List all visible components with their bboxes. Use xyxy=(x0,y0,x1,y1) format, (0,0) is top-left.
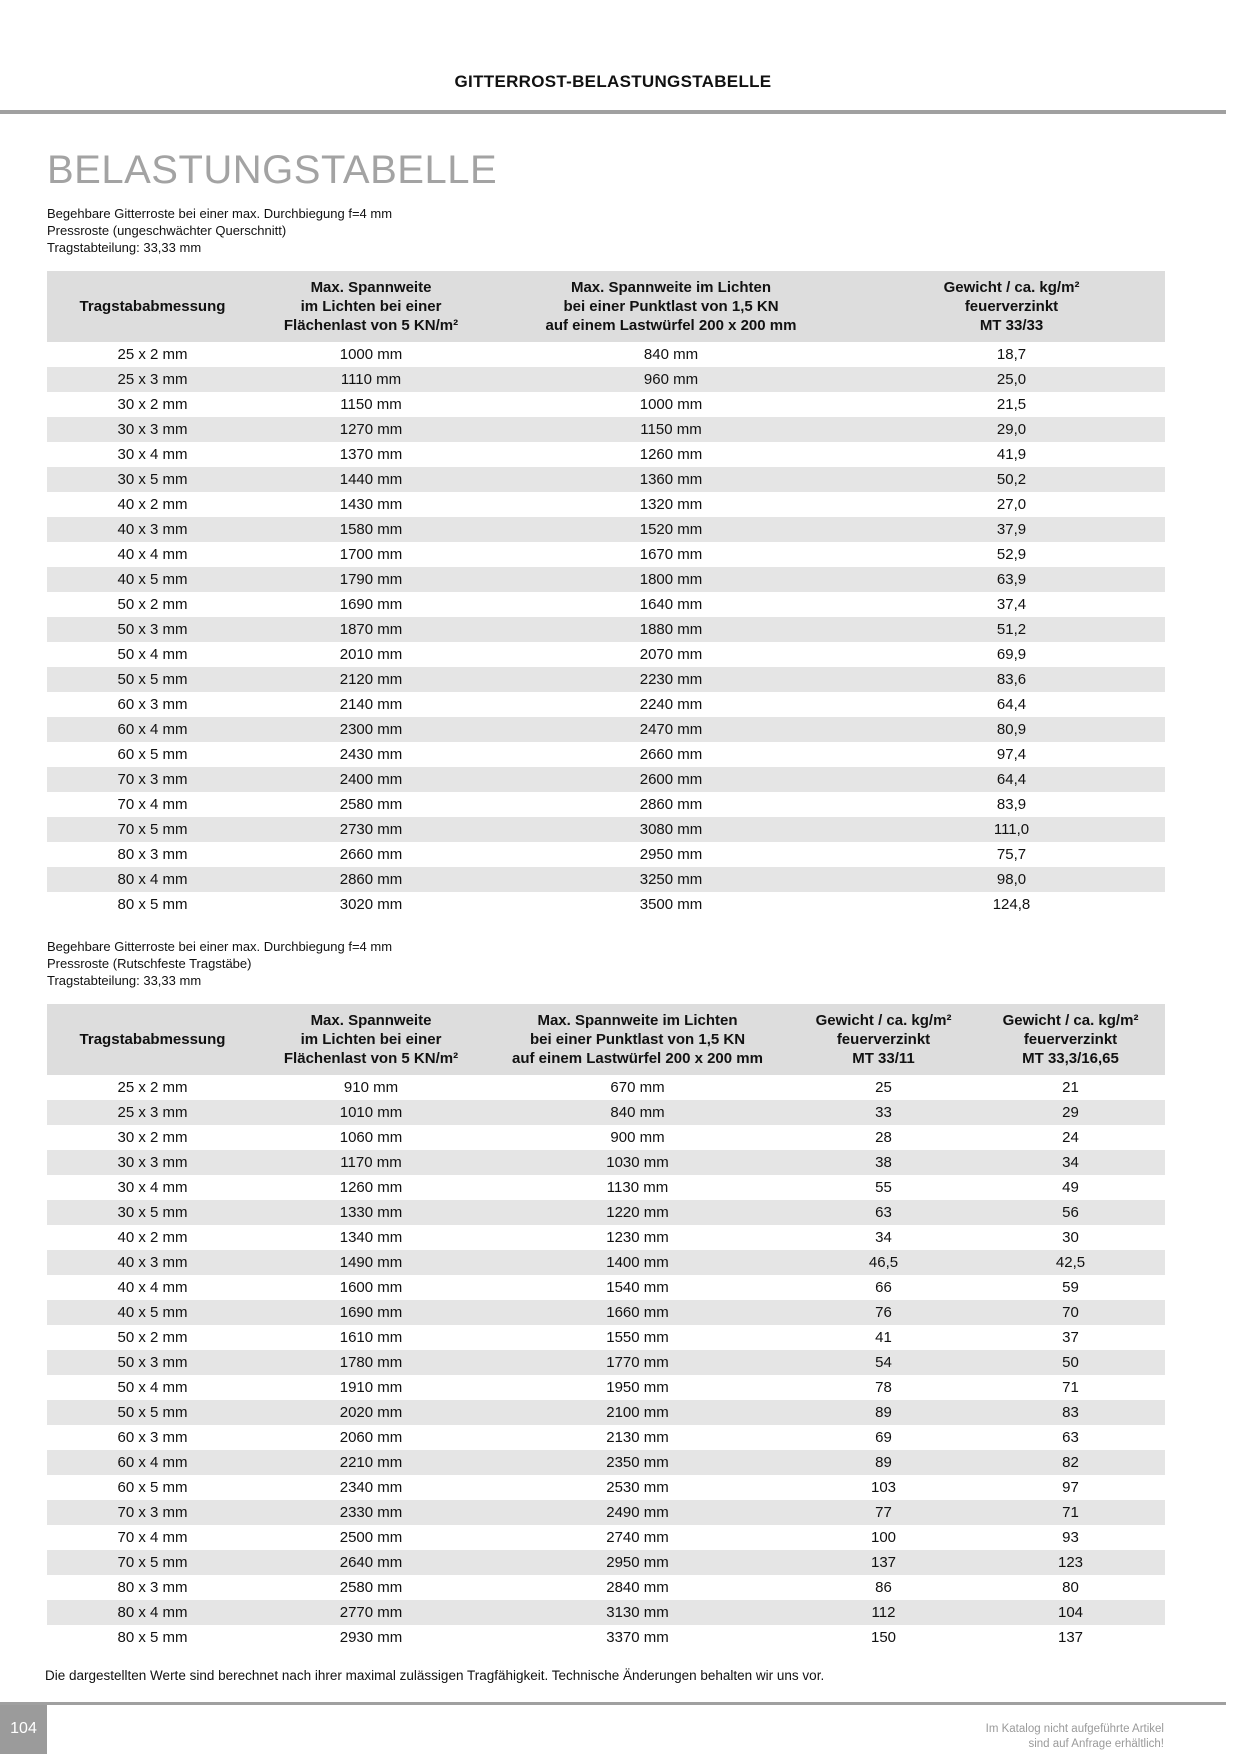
table-row xyxy=(47,792,1165,817)
table-cell: 150 xyxy=(870,1629,897,1646)
table-cell: 69,9 xyxy=(996,646,1027,663)
table-row xyxy=(47,842,1165,867)
table-row xyxy=(47,1550,1165,1575)
table-cell: 1230 mm xyxy=(606,1229,669,1246)
table-cell: 29 xyxy=(976,1100,1165,1125)
table-cell: 2530 mm xyxy=(606,1479,669,1496)
table-row xyxy=(47,1075,1165,1100)
load-table-2 xyxy=(47,1004,1165,1650)
footer-note-line: sind auf Anfrage erhältlich! xyxy=(1028,1738,1164,1750)
table-row xyxy=(47,1475,1165,1500)
header-divider xyxy=(0,110,1226,114)
table-row xyxy=(47,1300,1165,1325)
table-cell: 3370 mm xyxy=(606,1629,669,1646)
table-cell: 80 x 4 mm xyxy=(47,1600,258,1625)
table-cell: 1700 mm xyxy=(339,546,403,563)
table-cell: 1220 mm xyxy=(484,1200,791,1225)
table-cell: 2060 mm xyxy=(339,1429,403,1446)
table-cell: 50 x 3 mm xyxy=(47,617,258,642)
table-cell: 60 x 3 mm xyxy=(117,696,188,713)
column-header: Max. Spannweite im Lichten bei einer Flächenlast von 5 KN/m² xyxy=(258,1004,484,1075)
table-cell: 34 xyxy=(875,1229,892,1246)
table-cell: 21 xyxy=(1062,1079,1079,1096)
table-row xyxy=(47,542,1165,567)
table-cell: 1370 mm xyxy=(339,446,403,463)
table-cell: 2860 mm xyxy=(258,867,484,892)
intro-line: Begehbare Gitterroste bei einer max. Durchbiegung f=4 mm xyxy=(47,206,393,221)
table-row xyxy=(47,1625,1165,1650)
table-cell: 70 x 3 mm xyxy=(47,767,258,792)
table-cell: 64,4 xyxy=(858,767,1165,792)
table-cell: 50 x 2 mm xyxy=(117,596,188,613)
table-cell: 840 mm xyxy=(484,1100,791,1125)
table-cell: 1030 mm xyxy=(484,1150,791,1175)
table-cell: 21,5 xyxy=(996,396,1027,413)
table-cell: 2230 mm xyxy=(484,667,858,692)
table-row xyxy=(47,392,1165,417)
table-row xyxy=(47,1425,1165,1450)
table-cell: 70 x 5 mm xyxy=(47,817,258,842)
table-cell: 2120 mm xyxy=(258,667,484,692)
table-cell: 2660 mm xyxy=(639,746,703,763)
table-row xyxy=(47,892,1165,917)
intro-line: Begehbare Gitterroste bei einer max. Durchbiegung f=4 mm xyxy=(47,939,393,954)
table-cell: 2840 mm xyxy=(606,1579,669,1596)
table-cell: 1110 mm xyxy=(258,367,484,392)
table-cell: 80 xyxy=(1062,1579,1079,1596)
table-cell: 29,0 xyxy=(858,417,1165,442)
table-cell: 40 x 4 mm xyxy=(117,546,188,563)
intro-line: Pressroste (Rutschfeste Tragstäbe) xyxy=(47,956,252,971)
table-cell: 2860 mm xyxy=(639,796,703,813)
table-cell: 33 xyxy=(791,1100,976,1125)
table-cell: 1270 mm xyxy=(258,417,484,442)
table-cell: 1440 mm xyxy=(258,467,484,492)
table-row xyxy=(47,1325,1165,1350)
table-row xyxy=(47,1175,1165,1200)
table-cell: 2580 mm xyxy=(339,796,403,813)
table-cell: 1340 mm xyxy=(339,1229,403,1246)
table-row xyxy=(47,1600,1165,1625)
table-cell: 2350 mm xyxy=(484,1450,791,1475)
table-cell: 103 xyxy=(870,1479,897,1496)
table-cell: 30 x 3 mm xyxy=(47,1150,258,1175)
table-cell: 2240 mm xyxy=(639,696,703,713)
table-cell: 93 xyxy=(1062,1529,1079,1546)
column-header: Max. Spannweite im Lichten bei einer Flächenlast von 5 KN/m² xyxy=(258,271,484,342)
table-cell: 70 x 4 mm xyxy=(117,1529,188,1546)
load-table-1 xyxy=(47,271,1165,917)
table-cell: 1550 mm xyxy=(606,1329,669,1346)
table-row xyxy=(47,1275,1165,1300)
table-cell: 137 xyxy=(791,1550,976,1575)
table-cell: 1260 mm xyxy=(639,446,703,463)
table-cell: 80 x 5 mm xyxy=(117,896,188,913)
table-cell: 1010 mm xyxy=(258,1100,484,1125)
table-cell: 910 mm xyxy=(343,1079,399,1096)
table-row xyxy=(47,1250,1165,1275)
table-cell: 25 x 2 mm xyxy=(117,346,188,363)
table-cell: 900 mm xyxy=(610,1129,665,1146)
table-cell: 1330 mm xyxy=(258,1200,484,1225)
header-title: GITTERROST-BELASTUNGSTABELLE xyxy=(454,72,772,91)
table-cell: 49 xyxy=(1062,1179,1079,1196)
table-row xyxy=(47,1225,1165,1250)
table-cell: 1150 mm xyxy=(484,417,858,442)
table-cell: 1130 mm xyxy=(606,1179,669,1196)
table-cell: 76 xyxy=(791,1300,976,1325)
table-cell: 63 xyxy=(791,1200,976,1225)
table-cell: 1000 mm xyxy=(639,396,703,413)
column-header: Max. Spannweite im Lichten bei einer Punktlast von 1,5 KN auf einem Lastwürfel 200 x 200 mm xyxy=(484,271,858,342)
table-cell: 40 x 3 mm xyxy=(47,517,258,542)
table-cell: 1150 mm xyxy=(340,396,402,413)
table-cell: 840 mm xyxy=(643,346,699,363)
table-cell: 104 xyxy=(976,1600,1165,1625)
intro-line: Tragstabteilung: 33,33 mm xyxy=(47,973,202,988)
table-cell: 56 xyxy=(976,1200,1165,1225)
table-row xyxy=(47,667,1165,692)
table-row xyxy=(47,467,1165,492)
table-cell: 46,5 xyxy=(791,1250,976,1275)
table-cell: 40 x 5 mm xyxy=(47,1300,258,1325)
table-cell: 3250 mm xyxy=(484,867,858,892)
table-cell: 97,4 xyxy=(996,746,1027,763)
table-cell: 2770 mm xyxy=(258,1600,484,1625)
table-cell: 40 x 3 mm xyxy=(47,1250,258,1275)
table-cell: 1580 mm xyxy=(258,517,484,542)
table-cell: 1640 mm xyxy=(639,596,703,613)
table-cell: 1690 mm xyxy=(339,596,403,613)
table-cell: 1770 mm xyxy=(484,1350,791,1375)
footer-divider xyxy=(0,1702,1226,1705)
table-cell: 82 xyxy=(976,1450,1165,1475)
table-cell: 34 xyxy=(976,1150,1165,1175)
table-cell: 70 x 4 mm xyxy=(117,796,188,813)
table-row xyxy=(47,1525,1165,1550)
section1-intro xyxy=(47,205,392,256)
table-row xyxy=(47,442,1165,467)
table-cell: 50 x 3 mm xyxy=(47,1350,258,1375)
table-cell: 2640 mm xyxy=(258,1550,484,1575)
table-cell: 1870 mm xyxy=(258,617,484,642)
table-cell: 78 xyxy=(875,1379,892,1396)
table-row xyxy=(47,1350,1165,1375)
table-row xyxy=(47,517,1165,542)
table-cell: 30 x 4 mm xyxy=(117,446,188,463)
column-header: Gewicht / ca. kg/m² feuerverzinkt MT 33/33 xyxy=(858,271,1165,342)
table-cell: 97 xyxy=(1062,1479,1079,1496)
footnote: Die dargestellten Werte sind berechnet nach ihrer maximal zulässigen Tragfähigkeit. Technische Änderungen behalten wir uns vor. xyxy=(45,1668,825,1683)
table-cell: 86 xyxy=(875,1579,892,1596)
table-cell: 3020 mm xyxy=(339,896,403,913)
table-cell: 18,7 xyxy=(996,346,1027,363)
table-cell: 2100 mm xyxy=(484,1400,791,1425)
table-cell: 52,9 xyxy=(996,546,1027,563)
table-row xyxy=(47,492,1165,517)
table-row xyxy=(47,1200,1165,1225)
table-row xyxy=(47,642,1165,667)
column-header: Gewicht / ca. kg/m² feuerverzinkt MT 33,3/16,65 xyxy=(976,1004,1165,1075)
table-cell: 30 x 4 mm xyxy=(117,1179,188,1196)
table-row xyxy=(47,1125,1165,1150)
table-cell: 30 x 2 mm xyxy=(117,396,188,413)
table-cell: 1780 mm xyxy=(258,1350,484,1375)
table-cell: 63,9 xyxy=(858,567,1165,592)
table-cell: 50,2 xyxy=(858,467,1165,492)
table-cell: 1320 mm xyxy=(639,496,703,513)
table-cell: 2070 mm xyxy=(639,646,703,663)
table-cell: 1790 mm xyxy=(258,567,484,592)
table-cell: 1060 mm xyxy=(339,1129,403,1146)
table-cell: 40 x 5 mm xyxy=(47,567,258,592)
table-cell: 1800 mm xyxy=(484,567,858,592)
table-row xyxy=(47,1100,1165,1125)
table-cell: 83,9 xyxy=(996,796,1027,813)
table-cell: 25 xyxy=(875,1079,892,1096)
table-cell: 1430 mm xyxy=(339,496,403,513)
table-cell: 55 xyxy=(875,1179,892,1196)
table-row xyxy=(47,692,1165,717)
table-cell: 41,9 xyxy=(996,446,1027,463)
table-cell: 100 xyxy=(870,1529,897,1546)
table-cell: 1670 mm xyxy=(639,546,703,563)
table-row xyxy=(47,1375,1165,1400)
table-cell: 2580 mm xyxy=(339,1579,403,1596)
table-cell: 137 xyxy=(1057,1629,1084,1646)
table-cell: 60 x 5 mm xyxy=(117,1479,188,1496)
table-cell: 3080 mm xyxy=(484,817,858,842)
table-cell: 2010 mm xyxy=(339,646,403,663)
table-row xyxy=(47,367,1165,392)
table-header-row xyxy=(47,271,1165,342)
column-header: Tragstababmessung xyxy=(47,271,258,342)
table-cell: 27,0 xyxy=(996,496,1027,513)
table-cell: 112 xyxy=(791,1600,976,1625)
table-cell: 1000 mm xyxy=(339,346,403,363)
table-header-row xyxy=(47,1004,1165,1075)
table-cell: 1540 mm xyxy=(606,1279,669,1296)
table-cell: 37,4 xyxy=(996,596,1027,613)
table-cell: 77 xyxy=(791,1500,976,1525)
table-cell: 38 xyxy=(791,1150,976,1175)
table-row xyxy=(47,717,1165,742)
table-cell: 2950 mm xyxy=(639,846,703,863)
table-cell: 37 xyxy=(1062,1329,1079,1346)
table-cell: 30 xyxy=(1062,1229,1079,1246)
table-cell: 83 xyxy=(976,1400,1165,1425)
table-cell: 60 x 5 mm xyxy=(117,746,188,763)
table-cell: 30 x 3 mm xyxy=(47,417,258,442)
table-cell: 42,5 xyxy=(976,1250,1165,1275)
table-cell: 111,0 xyxy=(858,817,1165,842)
table-cell: 3130 mm xyxy=(484,1600,791,1625)
table-cell: 60 x 4 mm xyxy=(47,717,258,742)
table-cell: 2740 mm xyxy=(606,1529,669,1546)
table-row xyxy=(47,617,1165,642)
table-cell: 51,2 xyxy=(858,617,1165,642)
table-row xyxy=(47,742,1165,767)
table-cell: 80 x 3 mm xyxy=(117,846,188,863)
table-cell: 24 xyxy=(1062,1129,1079,1146)
table-cell: 30 x 5 mm xyxy=(47,467,258,492)
page-number: 104 xyxy=(10,1720,37,1737)
table-row xyxy=(47,1500,1165,1525)
table-cell: 1260 mm xyxy=(339,1179,403,1196)
table-cell: 2330 mm xyxy=(258,1500,484,1525)
table-cell: 2600 mm xyxy=(484,767,858,792)
table-cell: 25,0 xyxy=(858,367,1165,392)
table-cell: 670 mm xyxy=(610,1079,665,1096)
table-cell: 89 xyxy=(791,1400,976,1425)
table-cell: 50 x 4 mm xyxy=(117,646,188,663)
table-cell: 70 x 3 mm xyxy=(47,1500,258,1525)
table-cell: 2730 mm xyxy=(258,817,484,842)
table-row xyxy=(47,767,1165,792)
table-row xyxy=(47,1150,1165,1175)
table-cell: 50 x 4 mm xyxy=(117,1379,188,1396)
table-row xyxy=(47,567,1165,592)
table-cell: 2660 mm xyxy=(339,846,403,863)
table-cell: 1690 mm xyxy=(258,1300,484,1325)
table-row xyxy=(47,592,1165,617)
table-cell: 2140 mm xyxy=(339,696,403,713)
table-cell: 89 xyxy=(791,1450,976,1475)
table-row xyxy=(47,1400,1165,1425)
table-cell: 50 xyxy=(976,1350,1165,1375)
table-cell: 80 x 5 mm xyxy=(117,1629,188,1646)
table-cell: 50 x 5 mm xyxy=(47,1400,258,1425)
table-cell: 71 xyxy=(1062,1379,1079,1396)
table-cell: 25 x 2 mm xyxy=(117,1079,188,1096)
page-heading: BELASTUNGSTABELLE xyxy=(47,148,498,192)
table-cell: 2400 mm xyxy=(258,767,484,792)
table-cell: 70 xyxy=(976,1300,1165,1325)
table-cell: 60 x 4 mm xyxy=(47,1450,258,1475)
table-cell: 30 x 5 mm xyxy=(47,1200,258,1225)
table-cell: 63 xyxy=(1062,1429,1079,1446)
table-cell: 1400 mm xyxy=(484,1250,791,1275)
table-cell: 60 x 3 mm xyxy=(117,1429,188,1446)
table-row xyxy=(47,1450,1165,1475)
table-cell: 1490 mm xyxy=(258,1250,484,1275)
table-cell: 1910 mm xyxy=(339,1379,403,1396)
table-cell: 30 x 2 mm xyxy=(117,1129,188,1146)
table-cell: 960 mm xyxy=(484,367,858,392)
table-cell: 28 xyxy=(875,1129,892,1146)
table-cell: 64,4 xyxy=(996,696,1027,713)
section2-intro xyxy=(47,938,392,989)
table-cell: 123 xyxy=(976,1550,1165,1575)
table-cell: 40 x 4 mm xyxy=(117,1279,188,1296)
table-row xyxy=(47,417,1165,442)
table-cell: 50 x 5 mm xyxy=(47,667,258,692)
table-cell: 98,0 xyxy=(858,867,1165,892)
table-cell: 1360 mm xyxy=(484,467,858,492)
column-header: Max. Spannweite im Lichten bei einer Punktlast von 1,5 KN auf einem Lastwürfel 200 x 200 mm xyxy=(484,1004,791,1075)
table-row xyxy=(47,342,1165,367)
table-cell: 70 x 5 mm xyxy=(47,1550,258,1575)
table-cell: 124,8 xyxy=(992,896,1031,913)
table-cell: 2950 mm xyxy=(484,1550,791,1575)
table-cell: 2210 mm xyxy=(258,1450,484,1475)
table-cell: 2930 mm xyxy=(339,1629,403,1646)
table-cell: 50 x 2 mm xyxy=(117,1329,188,1346)
table-cell: 1660 mm xyxy=(484,1300,791,1325)
column-header: Tragstababmessung xyxy=(47,1004,258,1075)
table-cell: 80,9 xyxy=(858,717,1165,742)
table-cell: 1600 mm xyxy=(339,1279,403,1296)
table-cell: 59 xyxy=(1062,1279,1079,1296)
table-row xyxy=(47,867,1165,892)
table-cell: 2430 mm xyxy=(339,746,403,763)
table-cell: 37,9 xyxy=(858,517,1165,542)
table-cell: 2490 mm xyxy=(484,1500,791,1525)
table-cell: 1520 mm xyxy=(484,517,858,542)
table-cell: 1170 mm xyxy=(258,1150,484,1175)
table-cell: 1950 mm xyxy=(606,1379,669,1396)
table-cell: 2020 mm xyxy=(258,1400,484,1425)
table-cell: 40 x 2 mm xyxy=(117,1229,188,1246)
footer-note-line: Im Katalog nicht aufgeführte Artikel xyxy=(985,1723,1164,1735)
footer-note xyxy=(986,1722,1164,1752)
intro-line: Tragstabteilung: 33,33 mm xyxy=(47,240,202,255)
table-cell: 80 x 3 mm xyxy=(117,1579,188,1596)
table-row xyxy=(47,1575,1165,1600)
table-cell: 75,7 xyxy=(996,846,1027,863)
intro-line: Pressroste (ungeschwächter Querschnitt) xyxy=(47,223,287,238)
table-cell: 66 xyxy=(875,1279,892,1296)
table-cell: 1880 mm xyxy=(484,617,858,642)
table-row xyxy=(47,817,1165,842)
table-cell: 2130 mm xyxy=(606,1429,669,1446)
table-cell: 69 xyxy=(875,1429,892,1446)
table-cell: 83,6 xyxy=(858,667,1165,692)
table-cell: 41 xyxy=(875,1329,892,1346)
table-cell: 54 xyxy=(791,1350,976,1375)
table-cell: 2470 mm xyxy=(484,717,858,742)
table-cell: 2340 mm xyxy=(339,1479,403,1496)
table-cell: 2500 mm xyxy=(339,1529,403,1546)
table-cell: 25 x 3 mm xyxy=(47,367,258,392)
table-cell: 1610 mm xyxy=(339,1329,403,1346)
table-cell: 3500 mm xyxy=(639,896,703,913)
column-header: Gewicht / ca. kg/m² feuerverzinkt MT 33/11 xyxy=(791,1004,976,1075)
table-cell: 40 x 2 mm xyxy=(117,496,188,513)
table-cell: 71 xyxy=(976,1500,1165,1525)
table-cell: 25 x 3 mm xyxy=(47,1100,258,1125)
table-cell: 2300 mm xyxy=(258,717,484,742)
table-cell: 80 x 4 mm xyxy=(47,867,258,892)
